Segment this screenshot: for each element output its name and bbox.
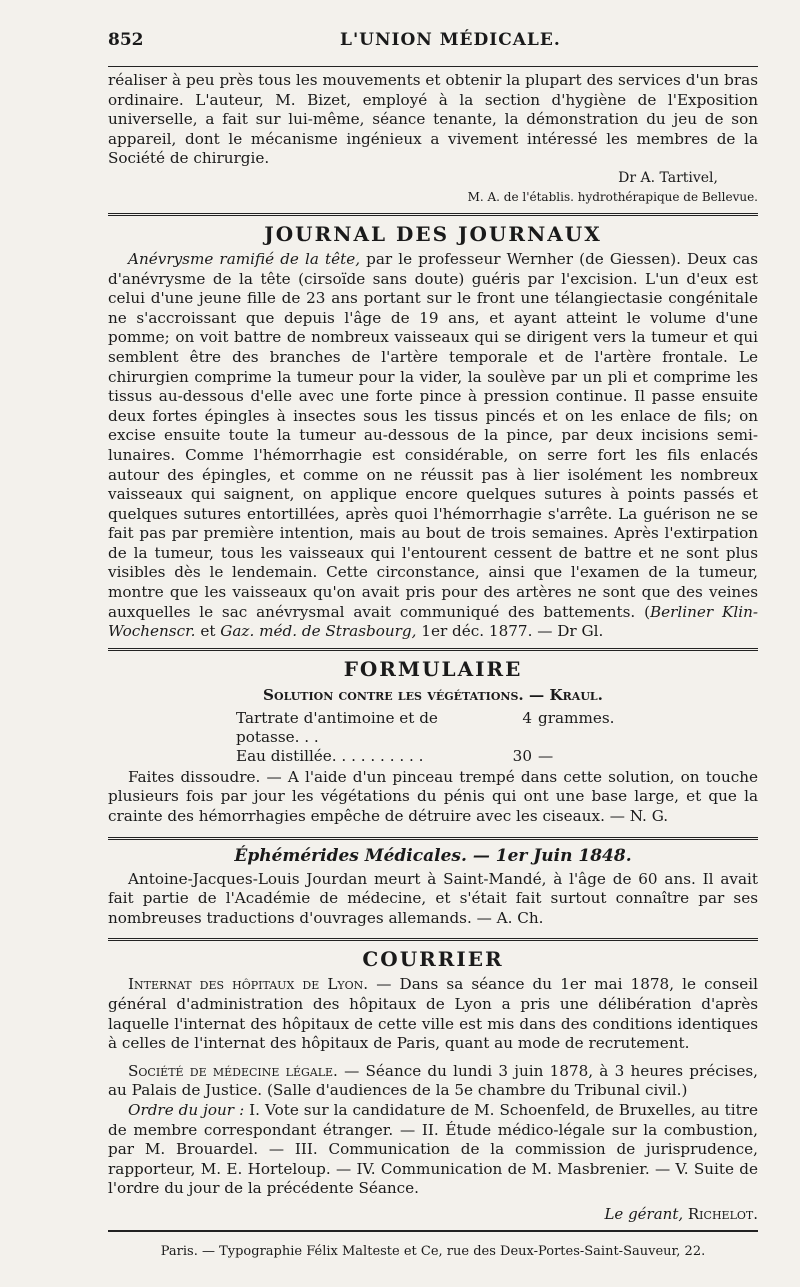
courrier-item-societe — [108, 1062, 758, 1101]
section-divider — [108, 837, 758, 840]
courrier-item-internat — [108, 975, 758, 1053]
printer-footer: Paris. — Typographie Félix Malteste et Ce, rue des Deux-Portes-Saint-Sauveur, 22. — [160, 1244, 706, 1259]
ephemerides-title: Éphémérides Médicales. — 1er Juin 1848. — [234, 845, 632, 866]
formulaire-title: FORMULAIRE — [343, 656, 523, 681]
journal-article — [108, 250, 758, 642]
agenda-lead: Ordre du jour : — [128, 1100, 245, 1119]
article-citation: Berliner Klin-Wochenscr. — [108, 602, 758, 641]
intro-paragraph: réaliser à peu près tous les mouvements et obtenir la plupart des services d'un bras ordinaire. L'auteur, M. Bizet, employé à la section d'hygiène de l'Exposition universelle, a fait sur lui-même, séance tenante, la démonstration du jeu de son appareil, dont le mécanisme ingénieux a vivement intéressé les membres de la Société de chirurgie. — [108, 71, 758, 168]
article-title: Anévrysme ramifié de la tête, — [128, 249, 361, 268]
section-divider — [108, 938, 758, 941]
societe-text: — Séance du lundi 3 juin 1878, à 3 heures précises, au Palais de Justice. (Salle d'audiences de la 5e chambre du Tribunal civil.) — [108, 1061, 758, 1100]
page-number: 852 — [108, 30, 144, 50]
ephemerides-text: Antoine-Jacques-Louis Jourdan meurt à Saint-Mandé, à l'âge de 60 ans. Il avait fait partie de l'Académie de médecine, et s'était fait surtout connaître par ses nombreuses traductions d'ouvrages allemands. — A. Ch. — [108, 869, 758, 927]
section-divider — [108, 648, 758, 651]
article-citation-end: 1er déc. 1877. — Dr Gl. — [416, 622, 604, 641]
intro-signature-title: M. A. de l'établis. hydrothérapique de Bellevue. — [467, 189, 758, 204]
ingredient-unit: grammes. — [538, 708, 615, 727]
gerant-name: Richelot. — [683, 1204, 758, 1223]
running-head — [108, 30, 758, 62]
recipe-instructions: Faites dissoudre. — A l'aide d'un pinceau trempé dans cette solution, on touche plusieurs fois par jour les végétations du pénis qui ont une base large, et que la crainte des hémorrhagies empêche de détruire avec les ciseaux. — N. G. — [108, 767, 758, 826]
header-rule — [108, 66, 758, 67]
ingredient-row — [236, 747, 758, 766]
internat-text: — Dans sa séance du 1er mai 1878, le conseil général d'administration des hôpitaux de Lyon a pris une délibération d'après laquelle l'internat des hôpitaux de cette ville est mis dans des conditions identiques à celles de l'internat des hôpitaux de Paris, quant au mode de recrutement. — [108, 975, 758, 1053]
gerant-label: Le gérant, — [604, 1204, 684, 1223]
ingredient-unit: — — [538, 746, 554, 765]
ingredient-name: Eau distillée. . . . . . . . . . — [236, 746, 424, 765]
ingredient-name: Tartrate d'antimoine et de potasse. . . — [236, 708, 438, 746]
recipe-ingredients — [236, 709, 758, 766]
agenda-text: I. Vote sur la candidature de M. Schoenfeld, de Bruxelles, au titre de membre correspondant étranger. — II. Étude médico-légale sur la combustion, par M. Brouardel. — III. Communication de la commission de jurisprudence, rapporteur, M. E. Horteloup. — IV. Communication de M. Masbrenier. — V. Suite de l'ordre du jour de la précédente Séance. — [108, 1100, 758, 1198]
societe-lead: Société de médecine légale. — [128, 1061, 338, 1080]
footer-rule — [108, 1230, 758, 1232]
section-divider — [108, 213, 758, 216]
article-citation-2: Gaz. méd. de Strasbourg, — [220, 622, 417, 641]
running-title: L'UNION MÉDICALE. — [340, 30, 561, 50]
ingredient-qty: 4 — [522, 708, 532, 727]
intro-signature: Dr A. Tartivel, — [618, 169, 718, 186]
article-citation-mid: et — [195, 622, 221, 641]
article-body: par le professeur Wernher (de Giessen). Deux cas d'anévrysme de la tête (cirsoïde sans doute) guéris par l'excision. L'un d'eux est celui d'une jeune fille de 23 ans portant sur le front une télangiectasie congénitale ne s'accroissant que depuis l'âge de 19 ans, et ayant atteint le volume d'une pomme; on voit battre de nombreux vaisseaux qui se dirigent vers la tumeur et qui semblent être des branches de l'artère temporale et de l'artère frontale. Le chirurgien comprime la tumeur pour la vider, la soulève par un pli et comprime les tissus au-dessous d'elle avec une forte pince à pression continue. Il passe ensuite deux fortes épingles à insectes sous les tissus pincés et on les enlace de fils; on excise ensuite toute la tumeur au-dessous de la pince, par deux incisions semi-lunaires. Comme l'hémorrhagie est considérable, on serre fort les fils enlacés autour des épingles, et comme on ne réussit pas à lier isolément les nombreux vaisseaux qui saignent, on applique encore quelques sutures à points passés et quelques sutures entortillées, après quoi l'hémorrhagie s'arrête. La guérison ne se fait pas par première intention, mais au bout de trois semaines. Après l'extirpation de la tumeur, tous les vaisseaux qui l'entourent cessent de battre et ne sont plus visibles dès le lendemain. Cette circonstance, ainsi que l'examen de la tumeur, montre que les vaisseaux qu'on avait pris pour des artères ne sont que des veines auxquelles le sac anévrysmal avait communiqué des battements. ( — [108, 249, 758, 621]
internat-lead: Internat des hôpitaux de Lyon. — [128, 975, 369, 994]
courrier-title: COURRIER — [362, 947, 504, 972]
ingredient-row — [236, 709, 758, 747]
courrier-agenda — [108, 1101, 758, 1199]
gerant-signature — [108, 1205, 758, 1224]
ingredient-qty: 30 — [512, 746, 532, 765]
recipe-title: Solution contre les végétations. — Kraul. — [263, 685, 603, 704]
journal-title: JOURNAL DES JOURNAUX — [264, 221, 602, 246]
